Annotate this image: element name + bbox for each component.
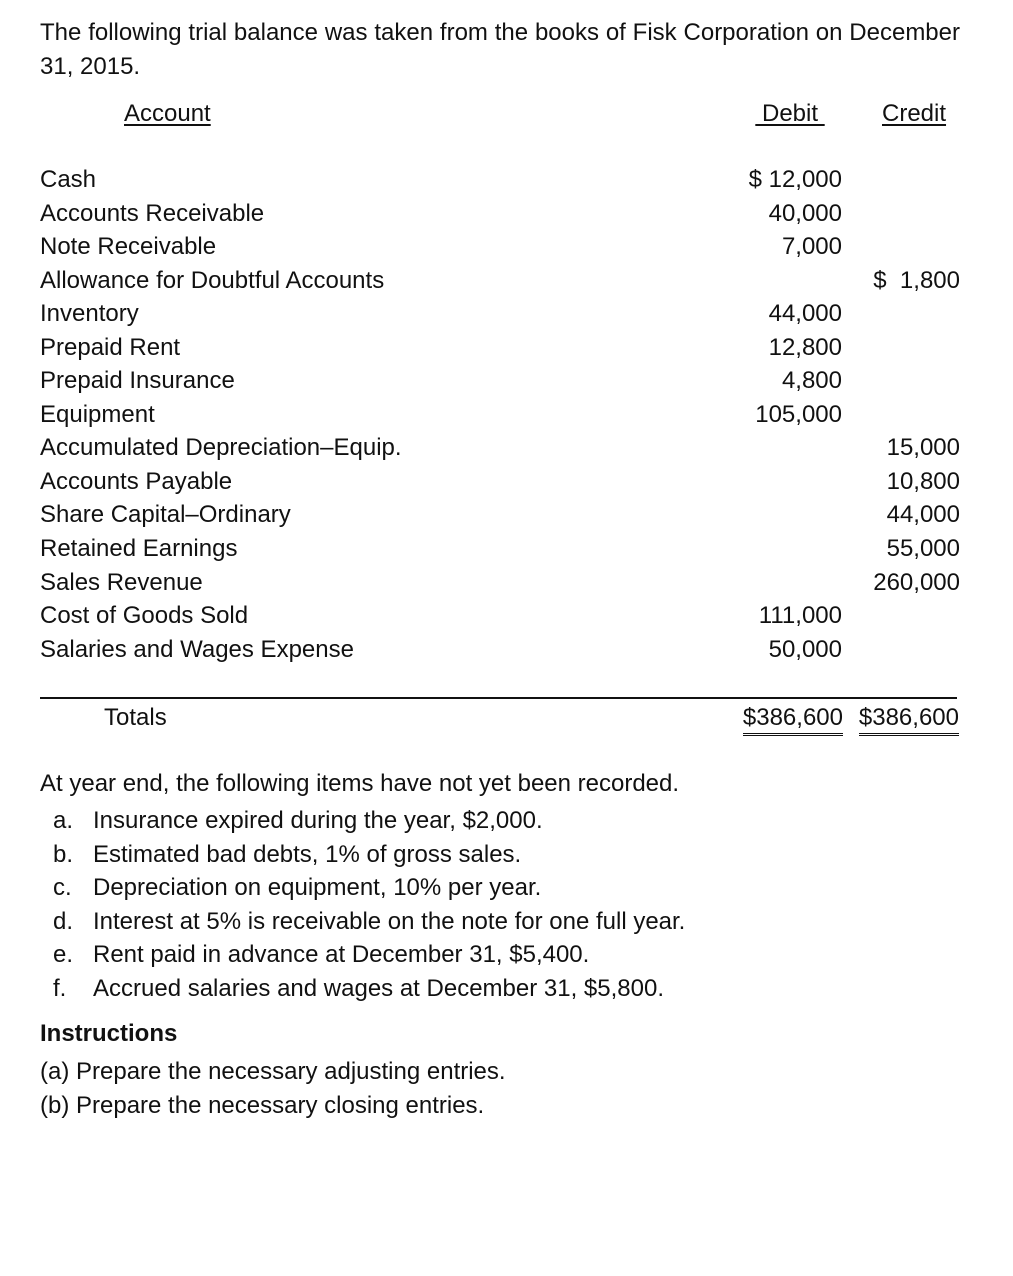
total-credit: $386,600 [859, 704, 959, 736]
credit-amount: $ 1,800 [873, 267, 960, 294]
item-letter: c. [53, 874, 72, 902]
table-row [40, 300, 960, 334]
account-name: Accounts Payable [40, 468, 233, 495]
debit-amount: 111,000 [758, 602, 842, 629]
account-name: Equipment [40, 401, 155, 428]
item-text: Estimated bad debts, 1% of gross sales. [93, 840, 522, 868]
account-name: Share Capital–Ordinary [40, 501, 291, 528]
debit-amount: 44,000 [768, 300, 842, 327]
table-row [40, 569, 960, 603]
header-account: Account [124, 100, 211, 127]
instructions-title: Instructions [40, 1020, 178, 1047]
debit-amount: 50,000 [768, 636, 842, 663]
table-row [40, 166, 960, 200]
debit-amount: 105,000 [755, 401, 842, 428]
table-row [40, 401, 960, 435]
item-text: Interest at 5% is receivable on the note for one full year. [93, 907, 686, 935]
debit-amount: 12,800 [768, 334, 842, 361]
account-name: Sales Revenue [40, 569, 203, 596]
item-letter: d. [53, 907, 74, 935]
account-name: Cost of Goods Sold [40, 602, 249, 629]
credit-amount: 260,000 [873, 569, 960, 596]
item-letter: f. [53, 974, 67, 1002]
intro-paragraph: The following trial balance was taken from the books of Fisk Corporation on December 31, 2015. [40, 19, 960, 80]
credit-amount: 44,000 [886, 501, 960, 528]
item-text: Depreciation on equipment, 10% per year. [93, 874, 542, 902]
account-name: Prepaid Rent [40, 334, 181, 361]
account-name: Allowance for Doubtful Accounts [40, 267, 385, 294]
account-name: Accounts Receivable [40, 200, 265, 227]
item-letter: e. [53, 941, 74, 969]
credit-amount: 55,000 [886, 535, 960, 562]
table-row [40, 468, 960, 502]
table-row [40, 233, 960, 267]
table-row [40, 434, 960, 468]
notes-intro: At year end, the following items have not yet been recorded. [40, 770, 680, 797]
table-row [40, 200, 960, 234]
instruction-item: (b) Prepare the necessary closing entries. [40, 1091, 485, 1119]
header-debit: Debit [755, 100, 825, 127]
item-letter: b. [53, 840, 74, 868]
table-row [40, 501, 960, 535]
credit-amount: 10,800 [886, 468, 960, 495]
account-name: Accumulated Depreciation–Equip. [40, 434, 402, 461]
debit-amount: 40,000 [768, 200, 842, 227]
account-name: Salaries and Wages Expense [40, 636, 354, 663]
credit-amount: 15,000 [886, 434, 960, 461]
account-name: Note Receivable [40, 233, 217, 260]
table-row [40, 636, 960, 670]
item-letter: a. [53, 807, 74, 834]
account-name: Retained Earnings [40, 535, 238, 562]
header-credit: Credit [882, 100, 947, 127]
totals-divider [40, 697, 957, 699]
table-row [40, 367, 960, 401]
debit-amount: $ 12,000 [748, 166, 842, 193]
item-text: Insurance expired during the year, $2,000. [93, 807, 543, 834]
table-row [40, 267, 960, 301]
account-name: Cash [40, 166, 97, 193]
instruction-item: (a) Prepare the necessary adjusting entries. [40, 1058, 506, 1085]
table-row [40, 535, 960, 569]
account-name: Inventory [40, 300, 139, 327]
total-debit: $386,600 [743, 704, 843, 736]
account-name: Prepaid Insurance [40, 367, 235, 394]
table-row [40, 602, 960, 636]
table-row [40, 334, 960, 368]
instructions-list [40, 1055, 506, 1122]
debit-amount: 4,800 [781, 367, 842, 394]
item-text: Rent paid in advance at December 31, $5,400. [93, 941, 590, 969]
totals-label: Totals [104, 704, 167, 731]
debit-amount: 7,000 [781, 233, 842, 260]
item-text: Accrued salaries and wages at December 31, $5,800. [93, 974, 664, 1002]
